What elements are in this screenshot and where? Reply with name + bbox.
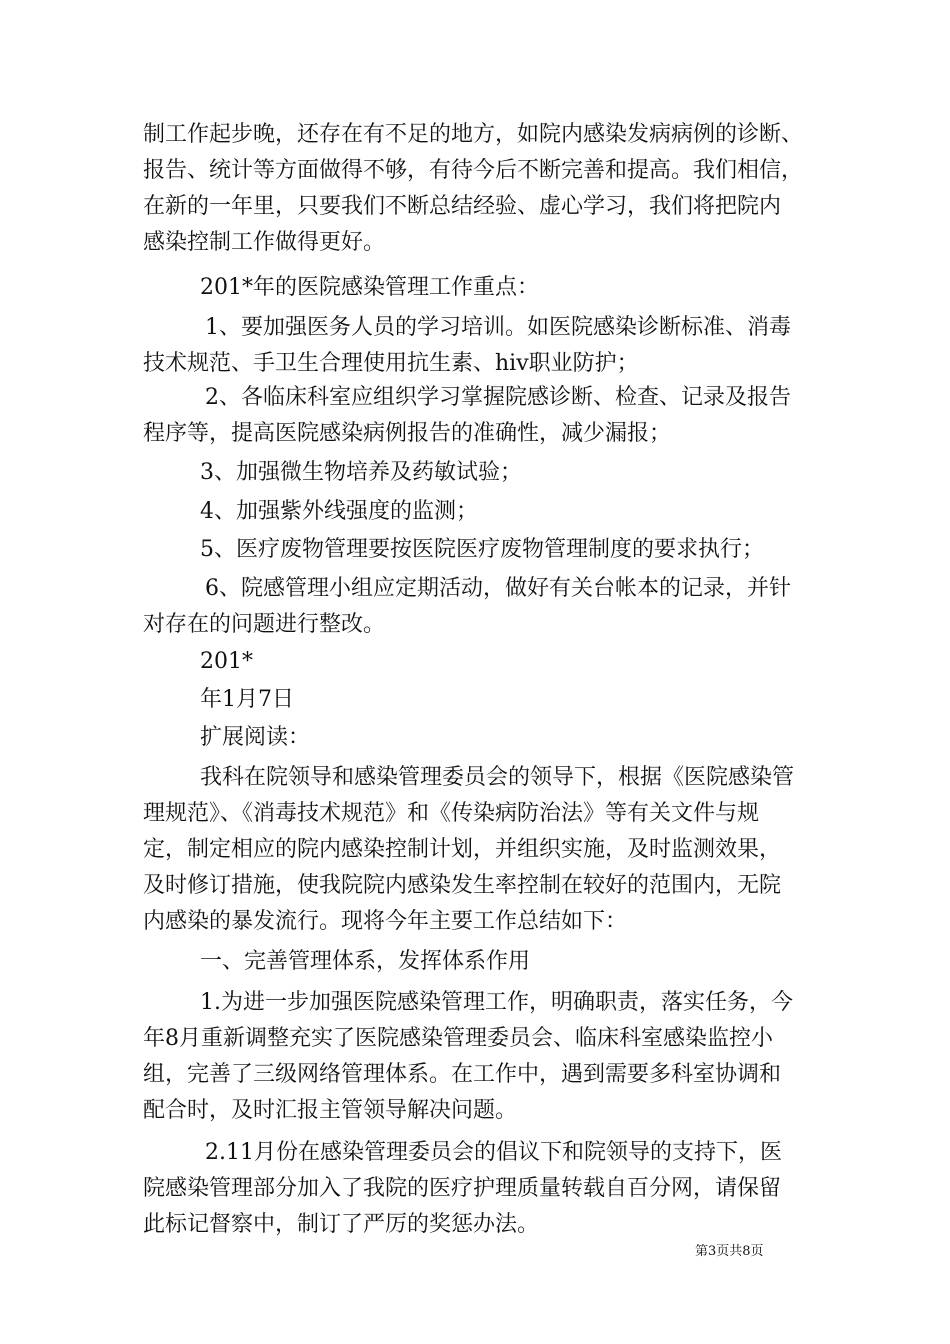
paragraph-line: 2.11月份在感染管理委员会的倡议下和院领导的支持下，医 — [205, 1140, 782, 1165]
paragraph-line: 理规范》、《消毒技术规范》和《传染病防治法》等有关文件与规 — [143, 801, 760, 826]
list-item-continuation: 对存在的问题进行整改。 — [143, 612, 386, 637]
paragraph-line: 感染控制工作做得更好。 — [143, 230, 386, 255]
list-item: 3、加强微生物培养及药敏试验； — [200, 460, 522, 485]
section-heading: 一、完善管理体系，发挥体系作用 — [200, 949, 531, 974]
paragraph-line: 内感染的暴发流行。现将今年主要工作总结如下： — [143, 909, 628, 934]
paragraph-line: 1.为进一步加强医院感染管理工作，明确职责，落实任务，今 — [200, 990, 793, 1015]
list-item: 6、院感管理小组应定期活动，做好有关台帐本的记录，并针 — [205, 576, 791, 601]
list-item: 5、医疗废物管理要按医院医疗废物管理制度的要求执行； — [200, 537, 764, 562]
paragraph-line: 年8月重新调整充实了医院感染管理委员会、临床科室感染监控小 — [143, 1026, 773, 1051]
paragraph-line: 报告、统计等方面做得不够，有待今后不断完善和提高。我们相信， — [143, 158, 804, 183]
section-heading: 201*年的医院感染管理工作重点： — [200, 275, 539, 300]
paragraph-line: 制工作起步晚，还存在有不足的地方，如院内感染发病病例的诊断、 — [143, 122, 804, 147]
list-item-continuation: 技术规范、手卫生合理使用抗生素、hiv职业防护； — [143, 351, 639, 376]
paragraph-line: 在新的一年里，只要我们不断总结经验、虚心学习，我们将把院内 — [143, 194, 782, 219]
list-item: 2、各临床科室应组织学习掌握院感诊断、检查、记录及报告 — [205, 385, 791, 410]
paragraph-line: 我科在院领导和感染管理委员会的领导下，根据《医院感染管 — [200, 765, 795, 790]
list-item-continuation: 程序等，提高医院感染病例报告的准确性，减少漏报； — [143, 421, 672, 446]
page-number: 第3页共8页 — [695, 1244, 764, 1259]
paragraph-line: 定，制定相应的院内感染控制计划，并组织实施，及时监测效果， — [143, 837, 782, 862]
paragraph-line: 院感染管理部分加入了我院的医疗护理质量转载自百分网，请保留 — [143, 1176, 782, 1201]
paragraph-line: 此标记督察中，制订了严厉的奖惩办法。 — [143, 1212, 540, 1237]
date-year: 201* — [200, 649, 253, 674]
paragraph-line: 配合时，及时汇报主管领导解决问题。 — [143, 1098, 518, 1123]
paragraph-line: 及时修订措施，使我院院内感染发生率控制在较好的范围内，无院 — [143, 873, 782, 898]
paragraph-line: 组，完善了三级网络管理体系。在工作中，遇到需要多科室协调和 — [143, 1062, 782, 1087]
list-item: 1、要加强医务人员的学习培训。如医院感染诊断标准、消毒 — [205, 315, 791, 340]
date-month-day: 年1月7日 — [200, 687, 294, 712]
section-heading: 扩展阅读： — [200, 725, 311, 750]
list-item: 4、加强紫外线强度的监测； — [200, 499, 478, 524]
